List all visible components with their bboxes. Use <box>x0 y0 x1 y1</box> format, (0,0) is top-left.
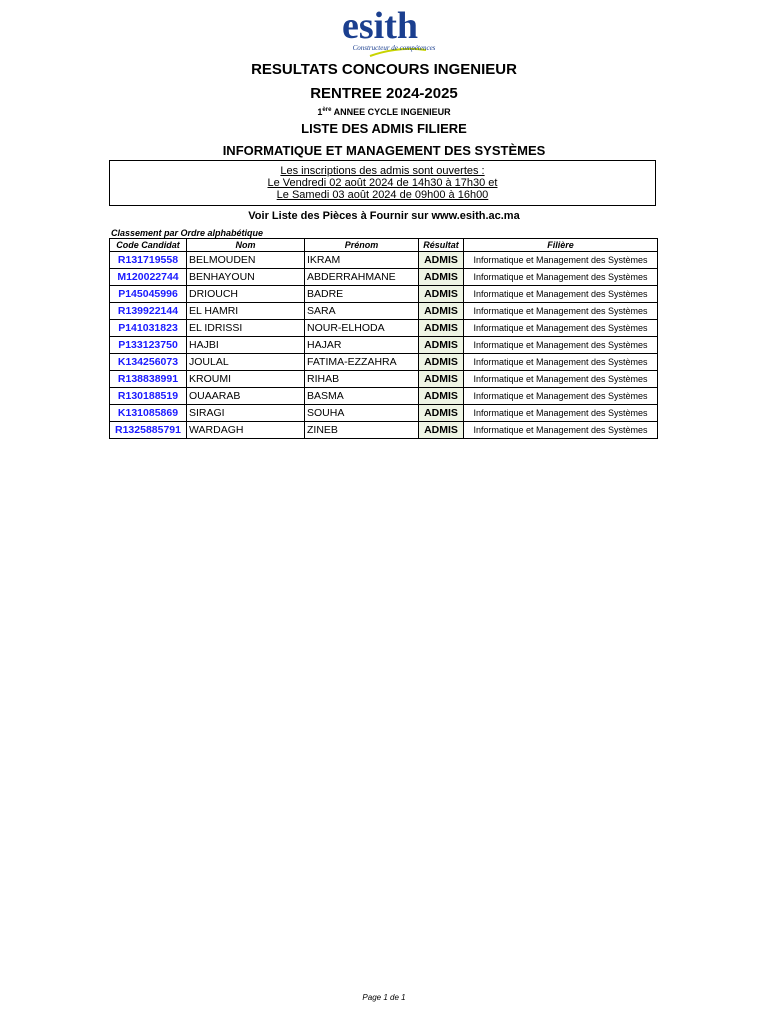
cell-filiere: Informatique et Management des Systèmes <box>464 320 658 337</box>
cell-resultat: ADMIS <box>419 354 464 371</box>
cell-nom: JOULAL <box>187 354 305 371</box>
cell-filiere: Informatique et Management des Systèmes <box>464 269 658 286</box>
cell-code: M120022744 <box>110 269 187 286</box>
cell-nom: WARDAGH <box>187 422 305 439</box>
cell-resultat: ADMIS <box>419 286 464 303</box>
cell-prenom: HAJAR <box>305 337 419 354</box>
cell-code: P133123750 <box>110 337 187 354</box>
notice-line-3: Le Samedi 03 août 2024 de 09h00 à 16h00 <box>276 189 489 201</box>
cell-resultat: ADMIS <box>419 337 464 354</box>
list-title: LISTE DES ADMIS FILIERE <box>301 121 467 136</box>
cell-filiere: Informatique et Management des Systèmes <box>464 422 658 439</box>
col-resultat: Résultat <box>419 239 464 252</box>
cell-code: R131719558 <box>110 252 187 269</box>
cell-nom: EL HAMRI <box>187 303 305 320</box>
page-title: RESULTATS CONCOURS INGENIEUR <box>251 61 517 78</box>
esith-logo <box>338 5 448 58</box>
cell-filiere: Informatique et Management des Systèmes <box>464 405 658 422</box>
table-row <box>110 405 658 422</box>
cell-code: P141031823 <box>110 320 187 337</box>
table-row <box>110 337 658 354</box>
cell-filiere: Informatique et Management des Systèmes <box>464 252 658 269</box>
cell-nom: SIRAGI <box>187 405 305 422</box>
documents-link-text: Voir Liste des Pièces à Fournir sur www.esith.ac.ma <box>248 210 520 222</box>
cell-prenom: ABDERRAHMANE <box>305 269 419 286</box>
cell-prenom: BASMA <box>305 388 419 405</box>
cell-nom: DRIOUCH <box>187 286 305 303</box>
cell-prenom: RIHAB <box>305 371 419 388</box>
admis-table <box>109 238 658 439</box>
cell-resultat: ADMIS <box>419 422 464 439</box>
table-header-row <box>110 239 658 252</box>
cell-resultat: ADMIS <box>419 303 464 320</box>
cell-prenom: ZINEB <box>305 422 419 439</box>
cell-code: P145045996 <box>110 286 187 303</box>
cell-nom: OUAARAB <box>187 388 305 405</box>
col-prenom: Prénom <box>305 239 419 252</box>
cell-resultat: ADMIS <box>419 405 464 422</box>
cell-code: R1325885791 <box>110 422 187 439</box>
table-row <box>110 388 658 405</box>
cell-nom: HAJBI <box>187 337 305 354</box>
cell-resultat: ADMIS <box>419 320 464 337</box>
logo-tagline: Constructeur de compétences <box>352 44 436 52</box>
notice-line-1: Les inscriptions des admis sont ouvertes : <box>280 165 485 177</box>
cell-filiere: Informatique et Management des Systèmes <box>464 388 658 405</box>
table-row <box>110 252 658 269</box>
notice-line-2: Le Vendredi 02 août 2024 de 14h30 à 17h30 et <box>267 177 498 189</box>
cell-filiere: Informatique et Management des Systèmes <box>464 337 658 354</box>
page-subtitle-year: RENTREE 2024-2025 <box>310 85 458 102</box>
cell-code: K131085869 <box>110 405 187 422</box>
cell-nom: KROUMI <box>187 371 305 388</box>
logo-brand: esith <box>342 5 418 47</box>
table-row <box>110 269 658 286</box>
cell-code: R138838991 <box>110 371 187 388</box>
col-code: Code Candidat <box>110 239 187 252</box>
sort-note: Classement par Ordre alphabétique <box>111 228 264 238</box>
table-row <box>110 371 658 388</box>
table-row <box>110 320 658 337</box>
cell-resultat: ADMIS <box>419 371 464 388</box>
cell-prenom: BADRE <box>305 286 419 303</box>
cell-nom: EL IDRISSI <box>187 320 305 337</box>
table-row <box>110 422 658 439</box>
cycle-label: 1ère ANNEE CYCLE INGENIEUR <box>317 107 451 117</box>
page-footer: Page 1 de 1 <box>362 993 406 1002</box>
table-row <box>110 354 658 371</box>
table-row <box>110 303 658 320</box>
cell-prenom: FATIMA-EZZAHRA <box>305 354 419 371</box>
cell-filiere: Informatique et Management des Systèmes <box>464 303 658 320</box>
table-row <box>110 286 658 303</box>
cell-code: K134256073 <box>110 354 187 371</box>
cell-prenom: NOUR-ELHODA <box>305 320 419 337</box>
col-filiere: Filière <box>464 239 658 252</box>
col-nom: Nom <box>187 239 305 252</box>
cell-nom: BENHAYOUN <box>187 269 305 286</box>
cell-filiere: Informatique et Management des Systèmes <box>464 371 658 388</box>
cell-filiere: Informatique et Management des Systèmes <box>464 354 658 371</box>
cell-nom: BELMOUDEN <box>187 252 305 269</box>
cell-prenom: SOUHA <box>305 405 419 422</box>
filiere-title: INFORMATIQUE ET MANAGEMENT DES SYSTÈMES <box>222 143 546 158</box>
cell-prenom: SARA <box>305 303 419 320</box>
cell-resultat: ADMIS <box>419 269 464 286</box>
cell-filiere: Informatique et Management des Systèmes <box>464 286 658 303</box>
cell-code: R139922144 <box>110 303 187 320</box>
registration-notice <box>109 160 656 206</box>
cell-prenom: IKRAM <box>305 252 419 269</box>
cell-resultat: ADMIS <box>419 388 464 405</box>
cell-code: R130188519 <box>110 388 187 405</box>
cell-resultat: ADMIS <box>419 252 464 269</box>
